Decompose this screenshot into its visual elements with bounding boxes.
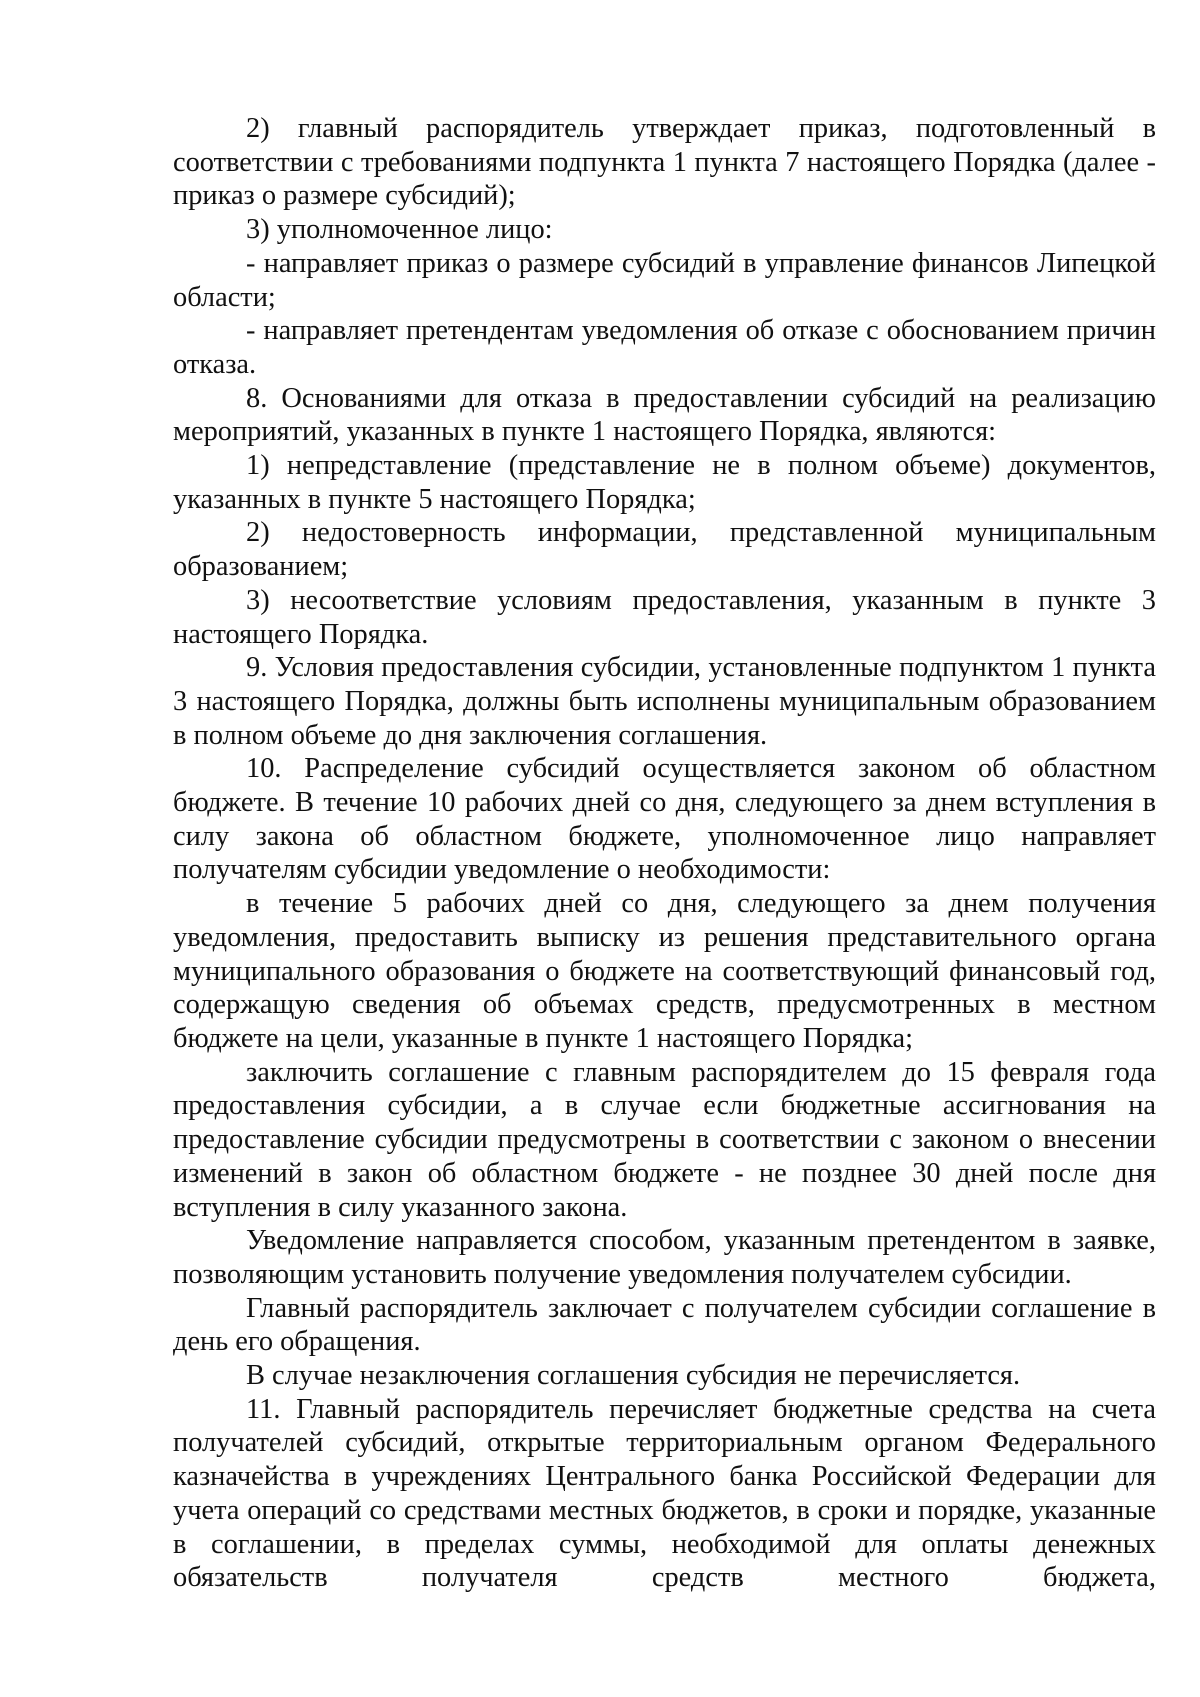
paragraph-item-3-authorized-person: 3) уполномоченное лицо: (246, 214, 553, 246)
paragraph-refusal-ground-1: 1) непредставление (представление не в полном объеме) документов, указанных в пункте 5 настоящего Порядка; (173, 450, 1156, 515)
paragraph-section-11-transfer: 11. Главный распорядитель перечисляет бюджетные средства на счета получателей субсидий, открытые территориальным органом Федерального казначейства в учреждениях Центрального банка Российской Федерации для учета операций со средствами местных бюджетов, в сроки и порядке, указанные в соглашении, в пределах суммы, необходимой для оплаты денежных обязательств получателя средств местного бюджета, (173, 1393, 1156, 1594)
paragraph-section-8-refusal-grounds: 8. Основаниями для отказа в предоставлении субсидий на реализацию мероприятий, указанных в пункте 1 настоящего Порядка, являются: (173, 382, 1156, 448)
paragraph-conclude-agreement: заключить соглашение с главным распорядителем до 15 февраля года предоставления субсидии, а в случае если бюджетные ассигнования на предоставление субсидии предусмотрены в соответствии с законом о внесении изменений в закон об областном бюджете - не позднее 30 дней после дня вступления в силу указанного закона. (173, 1056, 1156, 1223)
paragraph-refusal-ground-2: 2) недостоверность информации, представленной муниципальным образованием; (173, 517, 1156, 583)
paragraph-no-agreement-no-transfer: В случае незаключения соглашения субсидия не перечисляется. (246, 1360, 1021, 1392)
paragraph-provide-budget-extract: в течение 5 рабочих дней со дня, следующего за днем получения уведомления, предоставить выписку из решения представительного органа муниципального образования о бюджете на соответствующий финансовый год, содержащую сведения об объемах средств, предусмотренных в местном бюджете на цели, указанные в пункте 1 настоящего Порядка; (173, 888, 1156, 1054)
paragraph-send-refusal-notice: - направляет претендентам уведомления об отказе с обоснованием причин отказа. (173, 315, 1156, 380)
paragraph-section-9-conditions: 9. Условия предоставления субсидии, установленные подпунктом 1 пункта 3 настоящего Порядка, должны быть исполнены муниципальным образованием в полном объеме до дня заключения соглашения. (173, 652, 1156, 751)
paragraph-section-10-distribution: 10. Распределение субсидий осуществляется законом об областном бюджете. В течение 10 рабочих дней со дня, следующего за днем вступления в силу закона об областном бюджете, уполномоченное лицо направляет получателям субсидии уведомление о необходимости: (173, 753, 1156, 886)
paragraph-agreement-on-request: Главный распорядитель заключает с получателем субсидии соглашение в день его обращения. (173, 1292, 1156, 1358)
paragraph-item-2-order-approval: 2) главный распорядитель утверждает приказ, подготовленный в соответствии с требованиями подпункта 1 пункта 7 настоящего Порядка (далее - приказ о размере субсидий); (173, 113, 1156, 212)
paragraph-send-order-finance: - направляет приказ о размере субсидий в управление финансов Липецкой области; (173, 247, 1156, 313)
paragraph-refusal-ground-3: 3) несоответствие условиям предоставления, указанным в пункте 3 настоящего Порядка. (173, 584, 1156, 650)
document-body (173, 112, 1156, 1595)
paragraph-notification-method: Уведомление направляется способом, указанным претендентом в заявке, позволяющим установить получение уведомления получателем субсидии. (173, 1225, 1156, 1290)
